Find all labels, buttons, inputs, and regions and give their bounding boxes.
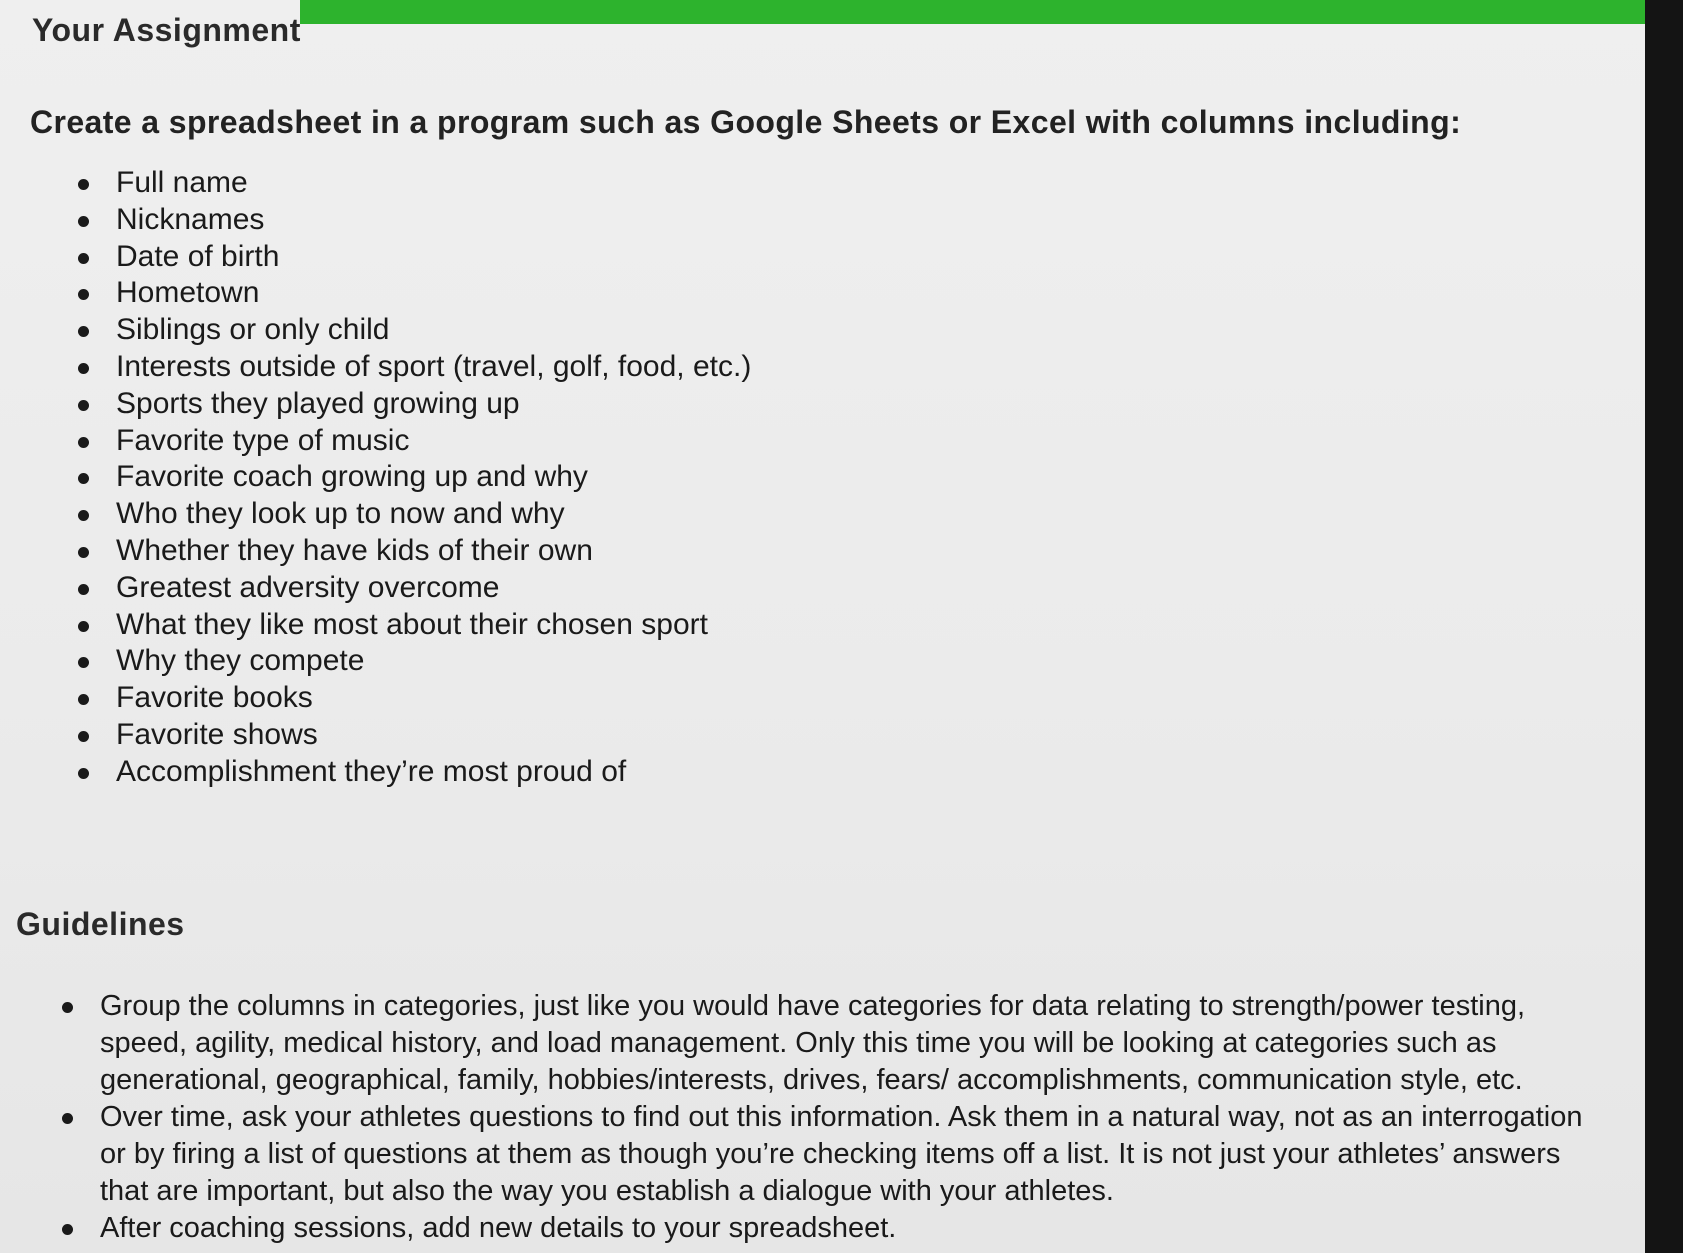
bullet-icon <box>78 253 89 264</box>
column-label: Full name <box>116 166 248 199</box>
column-label: Why they compete <box>116 644 365 678</box>
bullet-icon <box>62 1113 73 1124</box>
column-label: Favorite books <box>116 681 313 715</box>
bullet-icon <box>78 289 89 300</box>
bullet-icon <box>78 473 89 484</box>
guideline-text: After coaching sessions, add new details to your spreadsheet. <box>100 1212 897 1244</box>
assignment-title: Your Assignment <box>32 12 301 48</box>
column-label: Accomplishment they’re most proud of <box>116 754 627 788</box>
column-label: Greatest adversity overcome <box>116 570 500 604</box>
list-item <box>58 1099 1598 1210</box>
column-list <box>70 165 751 791</box>
list-item <box>58 988 1598 1099</box>
bullet-icon <box>78 510 89 521</box>
column-label: Date of birth <box>116 239 280 273</box>
list-item <box>70 459 751 496</box>
bullet-icon <box>78 179 89 190</box>
bullet-icon <box>78 326 89 337</box>
bullet-icon <box>78 731 89 742</box>
bullet-icon <box>62 1224 73 1235</box>
list-item <box>70 496 751 533</box>
bullet-icon <box>78 694 89 705</box>
list-item <box>70 717 751 754</box>
bullet-icon <box>78 216 89 227</box>
monitor-bezel <box>1645 0 1683 1253</box>
guidelines-title: Guidelines <box>16 906 185 942</box>
bullet-icon <box>78 437 89 448</box>
list-item <box>70 386 751 423</box>
column-label: Favorite shows <box>116 717 318 751</box>
bullet-icon <box>78 621 89 632</box>
list-item <box>70 349 751 386</box>
list-item <box>70 533 751 570</box>
list-item <box>70 643 751 680</box>
column-label: Hometown <box>116 276 260 310</box>
column-label: Who they look up to now and why <box>116 497 565 531</box>
list-item <box>70 607 751 644</box>
column-label: Favorite type of music <box>116 423 410 457</box>
column-label: What they like most about their chosen sport <box>116 607 708 641</box>
column-label: Sports they played growing up <box>116 386 520 420</box>
bullet-icon <box>78 547 89 558</box>
guideline-text: Group the columns in categories, just like you would have categories for data relating to strength/power testing, speed, agility, medical history, and load management. Only this time you will be looking at categories such as generational, geographical, family, hobbies/interests, drives, fears/ accomplishments, communication style, etc. <box>100 990 1526 1096</box>
bullet-icon <box>78 768 89 779</box>
list-item <box>58 1210 1598 1247</box>
list-item <box>70 202 751 239</box>
bullet-icon <box>62 1002 73 1013</box>
bullet-icon <box>78 584 89 595</box>
list-item <box>70 754 751 791</box>
column-label: Siblings or only child <box>116 313 390 347</box>
list-item <box>70 275 751 312</box>
assignment-intro: Create a spreadsheet in a program such as Google Sheets or Excel with columns including: <box>30 104 1462 140</box>
column-label: Favorite coach growing up and why <box>116 460 588 494</box>
column-label: Whether they have kids of their own <box>116 533 593 567</box>
bullet-icon <box>78 400 89 411</box>
list-item <box>70 680 751 717</box>
column-label: Nicknames <box>116 202 265 236</box>
list-item <box>70 570 751 607</box>
list-item <box>70 239 751 276</box>
column-label: Interests outside of sport (travel, golf, food, etc.) <box>116 349 752 383</box>
bullet-icon <box>78 657 89 668</box>
guideline-text: Over time, ask your athletes questions to find out this information. Ask them in a natural way, not as an interrogation or by firing a list of questions at them as though you’re checking items off a list. It is not just your athletes’ answers that are important, but also the way you establish a dialogue with your athletes. <box>100 1101 1583 1207</box>
bullet-icon <box>78 363 89 374</box>
guidelines-list <box>58 988 1598 1247</box>
list-item <box>70 423 751 460</box>
list-item <box>70 312 751 349</box>
list-item <box>70 165 751 202</box>
